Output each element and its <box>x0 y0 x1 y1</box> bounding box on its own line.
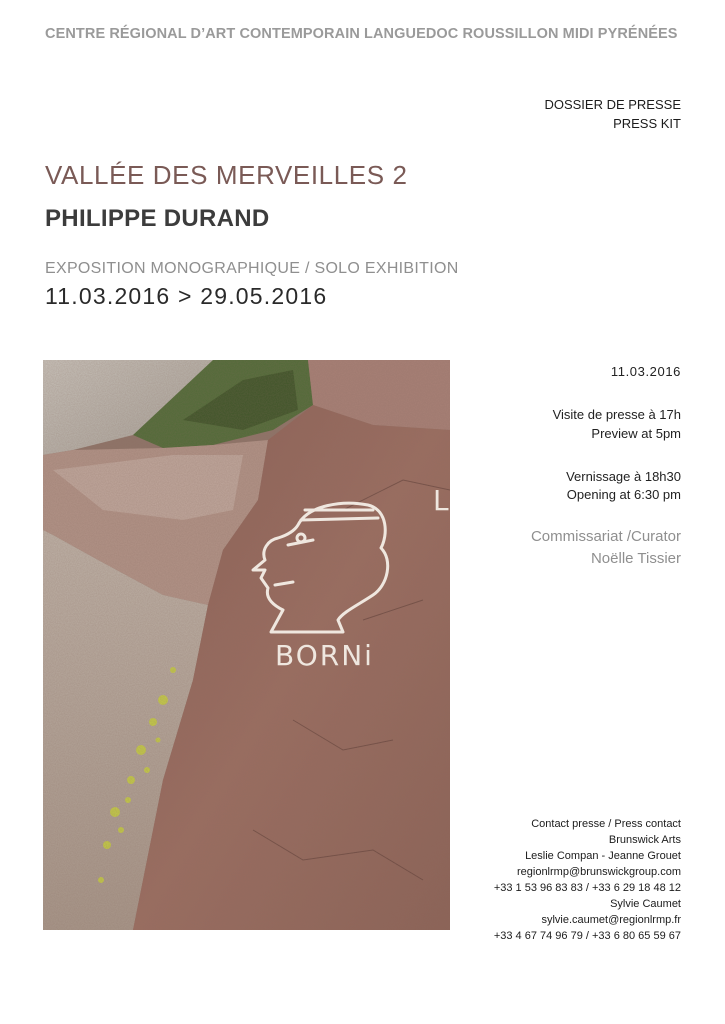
contact-person-phones: +33 4 67 74 96 79 / +33 6 80 65 59 67 <box>493 930 681 942</box>
contact-person: Sylvie Caumet <box>610 898 681 910</box>
artist-name: PHILIPPE DURAND <box>45 205 270 232</box>
organization-name: CENTRE RÉGIONAL D’ART CONTEMPORAIN LANGUEDOC ROUSSILLON MIDI PYRÉNÉES <box>45 26 678 42</box>
press-kit-label-fr: DOSSIER DE PRESSE <box>544 97 681 112</box>
contact-names: Leslie Compan - Jeanne Grouet <box>525 850 681 862</box>
rock-carving-photo <box>43 360 450 930</box>
curator-name: Noëlle Tissier <box>590 550 681 567</box>
press-kit-label-en: PRESS KIT <box>613 116 681 131</box>
preview-date: 11.03.2016 <box>610 364 681 379</box>
contact-phones: +33 1 53 96 83 83 / +33 6 29 18 48 12 <box>493 882 681 894</box>
press-visit-fr: Visite de presse à 17h <box>552 407 681 422</box>
exhibition-type: EXPOSITION MONOGRAPHIQUE / SOLO EXHIBITION <box>45 260 459 277</box>
opening-fr: Vernissage à 18h30 <box>566 469 681 484</box>
contact-person-email-link[interactable]: sylvie.caumet@regionlrmp.fr <box>541 914 681 926</box>
press-visit-en: Preview at 5pm <box>591 426 681 441</box>
contact-agency: Brunswick Arts <box>608 834 681 846</box>
carved-text-borni: BORNi <box>275 639 374 672</box>
carved-edge-letter: L <box>433 484 449 517</box>
opening-en: Opening at 6:30 pm <box>566 487 681 502</box>
contact-heading: Contact presse / Press contact <box>531 818 681 830</box>
exhibition-dates: 11.03.2016 > 29.05.2016 <box>45 283 328 309</box>
exhibition-title: VALLÉE DES MERVEILLES 2 <box>45 160 408 190</box>
contact-email-link[interactable]: regionlrmp@brunswickgroup.com <box>516 866 681 878</box>
curator-label: Commissariat /Curator <box>530 528 681 545</box>
